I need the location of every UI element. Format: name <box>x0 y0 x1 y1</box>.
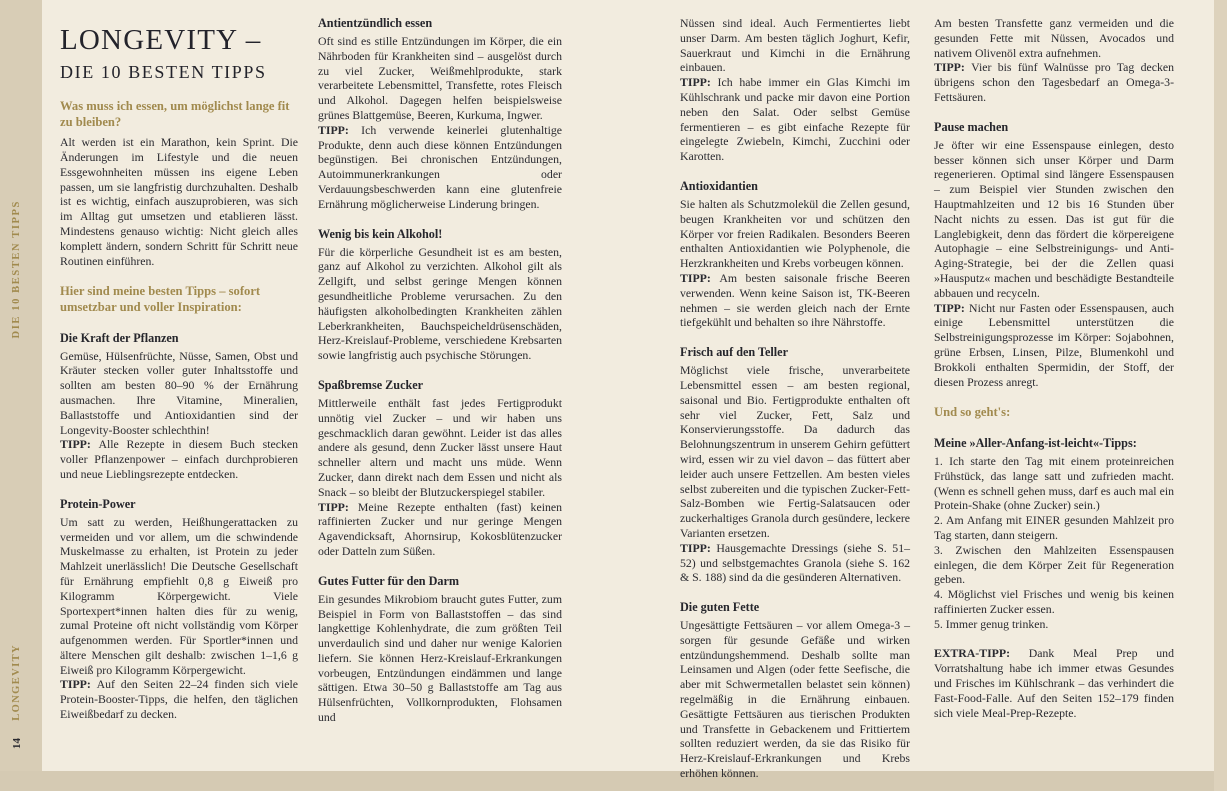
tip-label: TIPP: <box>60 437 99 452</box>
page-title <box>60 24 298 83</box>
section-heading: Gutes Futter für den Darm <box>318 573 460 588</box>
tip-label: TIPP: <box>318 499 358 514</box>
paragraph: Für die körperliche Gesundheit ist es am besten, ganz auf Alkohol zu verzichten. Alkohol gilt als Zellgift, und selbst geringe Mengen können gesundheitliche Probleme verursachen. Zu den häufigsten alkoholbedingten Krankheiten zählen Leberkrankheiten, Bauchspeicheldrüsenschäden, Herz-Kreislauf-Probleme, verschiedene Krebsarten sowie langfristig auch psychische Störungen. <box>318 244 562 363</box>
tip-label: TIPP: <box>680 270 720 285</box>
paragraph: Mittlerweile enthält fast jedes Fertigprodukt unnötig viel Zucker – und wir haben uns geschmacklich daran gewöhnt. Leider ist das alles andere als gesund, denn Zucker lässt unsere Haut schneller altern und macht uns müde. Wenn Zucker, dann direkt nach dem Essen und nicht als Snack – so bleibt der Blutzuckerspiegel stabiler. <box>318 395 562 499</box>
section-heading: Spaßbremse Zucker <box>318 377 424 392</box>
tip-paragraph: TIPP: Alle Rezepte in diesem Buch stecken voller Pflanzenpower – einfach durchprobieren und neue Lieblingsrezepte entdecken. <box>60 437 299 481</box>
tip-paragraph: TIPP: Hausgemachte Dressings (siehe S. 51–52) und selbstgemachtes Granola (siehe S. 162 & S. 188) sind da die gesünderen Alternativen. <box>680 540 911 585</box>
step-item: 4. Möglichst viel Frisches und wenig bis keinen raffinierten Zucker essen. <box>934 587 1174 616</box>
section-heading: Pause machen <box>934 119 1009 134</box>
tip-paragraph: TIPP: Vier bis fünf Walnüsse pro Tag decken übrigens schon den Tagesbedarf an Omega-3-Fettsäuren. <box>934 60 1174 104</box>
tip-label: TIPP: <box>934 60 972 75</box>
section-heading: Antioxidantien <box>680 178 758 193</box>
gold-heading: Was muss ich essen, um möglichst lange fit zu bleiben? <box>60 99 290 129</box>
tip-label: EXTRA-TIPP: <box>934 646 1029 661</box>
paragraph: Ungesättigte Fettsäuren – vor allem Omega-3 – sorgen für gesunde Gefäße und wirken entzündungshemmend. Deshalb sollte man Leinsamen und Algen (oder fette Seefische, die aber mit Schwermetallen belastet sein können) regelmäßig in die Ernährung einbauen. Gesättigte Fettsäuren aus tierischen Produkten und Transfette in Gebackenem und Frittiertem sollten reduziert werden, da sie das Risiko für Herz-Kreislauf-Erkrankungen und Krebs erhöhen können. <box>680 618 910 781</box>
tip-label: TIPP: <box>680 540 717 555</box>
paragraph: Nüssen sind ideal. Auch Fermentiertes liebt unser Darm. Am besten täglich Joghurt, Kefir, Sauerkraut und Kimchi in die Ernährung einbauen. <box>680 16 910 75</box>
tip-label: TIPP: <box>680 75 718 90</box>
gold-heading: Und so geht's: <box>934 405 1011 420</box>
paragraph: Möglichst viele frische, unverarbeitete Lebensmittel essen – am besten regional, saisonal und Bio. Fertigprodukte enthalten oft sehr viel Zucker, Fett, Salz und Konservierungsstoffe. Da dadurch das Belohnungszentrum in unserem Gehirn gefüttert wird, essen wir zu viel davon – das füttert aber leider auch unsere Fettzellen. Am besten vieles selbst zubereiten und die typischen Zucker-Fett-Salz-Bomben wie Fertig-Salatsaucen oder zuckerhaltiges Granola durch gesündere, leckere Varianten ersetzen. <box>680 363 910 540</box>
tip-paragraph: TIPP: Meine Rezepte enthalten (fast) keinen raffinierten Zucker und nur geringe Mengen Agavendicksaft, Ahornsirup, Kokosblütenzucker oder Datteln zum Süßen. <box>318 499 562 558</box>
step-item: 5. Immer genug trinken. <box>934 616 1049 631</box>
step-item: 2. Am Anfang mit EINER gesunden Mahlzeit pro Tag starten, dann steigern. <box>934 513 1174 542</box>
extra-tip-paragraph: EXTRA-TIPP: Dank Meal Prep und Vorratshaltung habe ich immer etwas Gesundes und Frisches im Kühlschrank – das verhindert die Fast-Food-Falle. Auf den Seiten 152–179 finden sich viele Meal-Prep-Rezepte. <box>934 646 1174 720</box>
column-3 <box>680 16 910 781</box>
section-heading: Meine »Aller-Anfang-ist-leicht«-Tipps: <box>934 435 1137 450</box>
content-area <box>60 0 1174 781</box>
tip-paragraph: TIPP: Ich verwende keinerlei glutenhaltige Produkte, denn auch diese können Entzündungen begünstigen. Bei chronischen Entzündungen, Autoimmunerkrankungen oder Verdauungsbeschwerden kann eine glutenfreie Ernährung möglicherweise Linderung bringen. <box>318 122 562 211</box>
tip-paragraph: TIPP: Auf den Seiten 22–24 finden sich viele Protein-Booster-Tipps, die helfen, den täglichen Eiweißbedarf zu decken. <box>60 677 298 722</box>
title-line-1: LONGEVITY – <box>60 24 262 56</box>
section-heading: Wenig bis kein Alkohol! <box>318 226 443 241</box>
tip-paragraph: TIPP: Ich habe immer ein Glas Kimchi im Kühlschrank und packe mir davon eine Portion neben den Salat. Oder selbst Gemüse fermentieren – es gibt einfache Rezepte für eingelegte Zwiebeln, Kimchi, Zucchini oder Karotten. <box>680 75 910 164</box>
paragraph: Um satt zu werden, Heißhungerattacken zu vermeiden und vor allem, um die schwindende Muskelmasse zu erhalten, ist Protein zu jeder Mahlzeit unerlässlich! Die Deutsche Gesellschaft für Ernährung empfiehlt 0,8 g Eiweiß pro Kilogramm Körpergewicht. Viele Sportexpert*innen halten dies für zu wenig, zumal Proteine oft nicht vollständig vom Körper aufgenommen werden. Für Sportler*innen und ältere Menschen gilt deshalb: zwischen 1–1,6 g Eiweiß pro Kilogramm Körpergewicht. <box>60 514 298 677</box>
column-1 <box>60 16 298 781</box>
tip-paragraph: TIPP: Nicht nur Fasten oder Essenspausen, auch einige Lebensmittel unterstützen die Selbstreinigungsprozesse im Körper: Sojabohnen, grüne Erbsen, Linsen, Pilze, Blumenkohl und Brokkoli enthalten Spermidin, der Stoff, der diesen Prozess anregt. <box>934 300 1175 389</box>
tip-label: TIPP: <box>318 122 362 137</box>
section-heading: Die Kraft der Pflanzen <box>60 330 179 345</box>
tip-label: TIPP: <box>934 300 970 315</box>
section-heading: Antientzündlich essen <box>318 16 433 30</box>
page-number: 14 <box>11 738 23 749</box>
spine-chapter-label: DIE 10 BESTEN TIPPS <box>11 200 22 339</box>
paragraph: Je öfter wir eine Essenspause einlegen, desto besser können sich unser Körper und Darm regenerieren. Optimal sind längere Essenspausen – zum Beispiel vier Stunden zwischen den Hauptmahlzeiten und 12 bis 16 Stunden über Nacht nichts zu essen. Das ist gut für die Langlebigkeit, denn das fördert die körpereigene Autophagie – eine Selbstreinigungs- und Anti-Aging-Strategie, bei der die Zellen quasi »Hausputz« machen und beschädigte Bestandteile abbauen und recyceln. <box>934 137 1174 300</box>
section-heading: Frisch auf den Teller <box>680 345 788 360</box>
section-heading: Die guten Fette <box>680 600 760 615</box>
paragraph: Alt werden ist ein Marathon, kein Sprint. Die Änderungen im Lifestyle und die neuen Essgewohnheiten müssen ins eigene Leben passen, um sie langfristig durchzuhalten. Deshalb ist es wichtig, einfach auszuprobieren, was sich im Alltag gut umsetzen und etablieren lässt. Mindestens genauso wichtig: Nicht gleich alles komplett ändern, sondern Schritt für Schritt neue Routinen einführen. <box>60 135 298 268</box>
paragraph: Sie halten als Schutzmolekül die Zellen gesund, beugen Krankheiten vor und schützen den Körper vor freien Radikalen. Besonders Beeren enthalten Antioxidantien wie Polyphenole, die Herzkrankheiten und Krebs vorbeugen können. <box>680 196 910 271</box>
paragraph: Gemüse, Hülsenfrüchte, Nüsse, Samen, Obst und Kräuter stecken voller guter Inhaltsstoffe und sollten am besten 80–90 % der Ernährung ausmachen. Ihre Vitamine, Mineralien, Ballaststoffe und Antioxidantien sind der Longevity-Booster schlechthin! <box>60 348 298 437</box>
title-line-2: DIE 10 BESTEN TIPPS <box>60 62 267 82</box>
paragraph: Am besten Transfette ganz vermeiden und die gesunden Fette mit Nüssen, Avocados und nativem Olivenöl extra aufnehmen. <box>934 16 1174 60</box>
column-2 <box>318 16 562 781</box>
paragraph: Oft sind es stille Entzündungen im Körper, die ein Nährboden für Krankheiten sind – ausgelöst durch zu viel Zucker, Weißmehlprodukte, stark verarbeitete Lebensmittel, Transfette, rotes Fleisch und Alkohol. Dagegen helfen beispielsweise grünes Blattgemüse, Beeren, Kurkuma, Ingwer. <box>318 34 562 122</box>
paragraph: Ein gesundes Mikrobiom braucht gutes Futter, zum Beispiel in Form von Ballaststoffen – das sind langkettige Kohlenhydrate, die zum größten Teil unverdaulich sind und daher nur wenige Kalorien liefern. Sie können Herz-Kreislauf-Erkrankungen vorbeugen, Entzündungen eindämmen und lange sättigen. Etwa 30–50 g Ballaststoffe am Tag aus Hülsenfrüchten, Vollkornprodukten, Flohsamen und <box>318 591 562 725</box>
step-item: 1. Ich starte den Tag mit einem proteinreichen Frühstück, das lange satt und zufrieden macht. (Wenn es schnell gehen muss, darf es auch mal ein Protein-Shake (ohne Zucker) sein.) <box>934 453 1174 513</box>
gold-heading: Hier sind meine besten Tipps – sofort umsetzbar und voller Inspiration: <box>60 284 261 314</box>
column-4 <box>934 16 1174 781</box>
tip-label: TIPP: <box>60 677 97 692</box>
spine-book-label: LONGEVITY <box>11 644 22 721</box>
section-heading: Protein-Power <box>60 496 136 511</box>
tip-paragraph: TIPP: Am besten saisonale frische Beeren verwenden. Wenn keine Saison ist, TK-Beeren nehmen – sie werden gleich nach der Ernte tiefgekühlt und behalten so ihre Nährstoffe. <box>680 270 910 330</box>
step-item: 3. Zwischen den Mahlzeiten Essenspausen einlegen, die dem Körper Zeit für Regeneration geben. <box>934 542 1174 587</box>
right-edge <box>1214 0 1227 791</box>
